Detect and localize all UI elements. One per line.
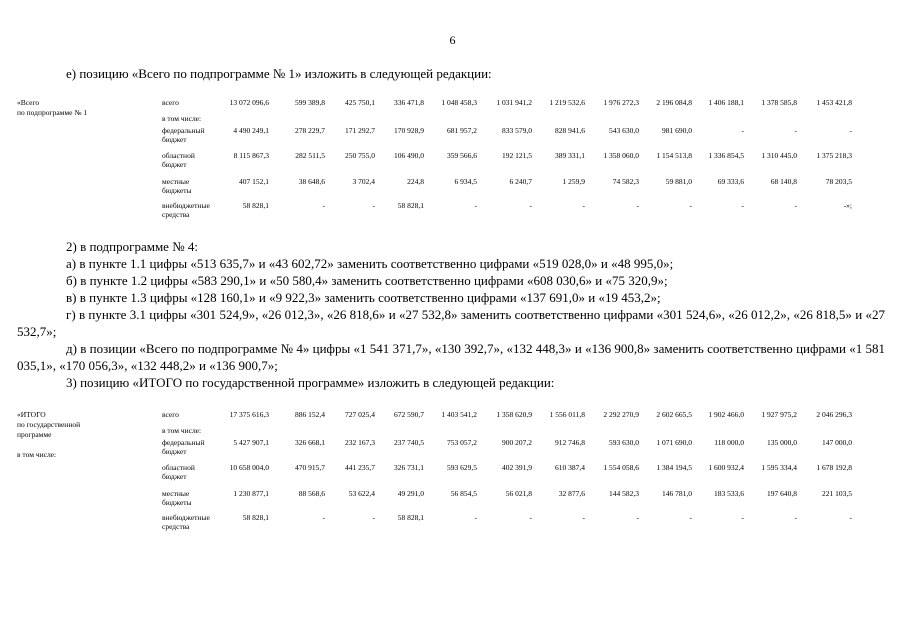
table-cell: 336 471,8 (394, 98, 424, 107)
table-cell: 59 881,0 (665, 177, 692, 186)
table-row (162, 177, 887, 197)
table-cell: 1 378 585,8 (761, 98, 797, 107)
table-cell: 2 292 270,9 (603, 410, 639, 419)
table-cell: 58 828,1 (397, 201, 424, 210)
table-cell: 1 358 620,9 (496, 410, 532, 419)
table-row (162, 489, 887, 509)
table-cell: 146 781,0 (662, 489, 692, 498)
table-cell: 192 121,5 (502, 151, 532, 160)
table-cell: 58 828,1 (397, 513, 424, 522)
table-cell: - (794, 201, 797, 210)
row-label: областной бюджет (162, 151, 195, 169)
table-cell: 135 000,0 (767, 438, 797, 447)
table-cell: 49 291,0 (397, 489, 424, 498)
item-g-text: г) в пункте 3.1 цифры «301 524,9», «26 012,3», «26 818,6» и «27 532,8» заменить соответственно цифрами «301 524,6», «26 012,2», «26 818,5» и «27 532,7»; (17, 307, 885, 339)
table-cell: 543 630,0 (609, 126, 639, 135)
table-cell: 282 511,5 (295, 151, 325, 160)
table-row (162, 201, 887, 221)
table-cell: 237 740,5 (394, 438, 424, 447)
table-cell: - (529, 201, 532, 210)
table-cell: 1 310 445,0 (761, 151, 797, 160)
row-label: внебюджетные средства (162, 513, 210, 531)
table-row (162, 463, 887, 483)
page-number: 6 (449, 33, 456, 47)
table-cell: 900 207,2 (502, 438, 532, 447)
table-cell: - (322, 201, 325, 210)
table-side-label (17, 98, 157, 118)
side-line: в том числе: (17, 450, 57, 459)
table-cell: - (741, 201, 744, 210)
row-label: всего (162, 98, 179, 107)
section-3-heading: 3) позицию «ИТОГО по государственной программе» изложить в следующей редакции: (66, 375, 555, 390)
table-cell: 1 071 690,0 (656, 438, 692, 447)
row-label: местные бюджеты (162, 177, 192, 195)
table-cell: 144 582,3 (609, 489, 639, 498)
table-cell: 1 927 975,2 (761, 410, 797, 419)
table-side-label (17, 410, 157, 460)
table-cell: - (849, 126, 852, 135)
table-cell: - (689, 201, 692, 210)
table-cell: 13 072 096,6 (229, 98, 269, 107)
table-cell: 58 828,1 (242, 513, 269, 522)
table-cell: 1 384 194,5 (656, 463, 692, 472)
table-cell: 78 203,5 (825, 177, 852, 186)
section-2-item-b: б) в пункте 1.2 цифры «583 290,1» и «50 580,4» заменить соответственно цифрами «608 030,6» и «75 320,9»; (66, 273, 668, 288)
table-cell: 610 387,4 (555, 463, 585, 472)
table-cell: 1 230 877,1 (233, 489, 269, 498)
table-cell: 1 595 334,4 (761, 463, 797, 472)
table-cell: 1 976 272,3 (603, 98, 639, 107)
side-line: программе (17, 430, 52, 439)
table-cell: 147 000,0 (822, 438, 852, 447)
table-cell: 6 240,7 (509, 177, 532, 186)
table-cell: 58 828,1 (242, 201, 269, 210)
table-cell: 197 640,8 (767, 489, 797, 498)
table-cell: 221 103,5 (822, 489, 852, 498)
table-cell: 183 533,6 (714, 489, 744, 498)
table-cell: - (474, 513, 477, 522)
table-cell: 38 648,6 (298, 177, 325, 186)
table-cell: 1 375 218,3 (816, 151, 852, 160)
table-cell: 17 375 616,3 (229, 410, 269, 419)
row-label: в том числе: (162, 114, 202, 123)
table-cell: 232 167,3 (345, 438, 375, 447)
table-cell: 1 453 421,8 (816, 98, 852, 107)
table-cell: 1 358 060,0 (603, 151, 639, 160)
table-cell: 170 928,9 (394, 126, 424, 135)
table-cell: 2 046 296,3 (816, 410, 852, 419)
table-cell: 6 934,5 (454, 177, 477, 186)
table-cell: - (849, 513, 852, 522)
table-cell: 88 568,6 (298, 489, 325, 498)
side-line: по государственной (17, 420, 81, 429)
table-cell: 1 259,9 (562, 177, 585, 186)
table-cell: - (741, 126, 744, 135)
section-2-item-d (17, 340, 885, 374)
table-cell: 171 292,7 (345, 126, 375, 135)
table-cell: 402 391,9 (502, 463, 532, 472)
table-row (162, 151, 887, 171)
table-cell: 593 629,5 (447, 463, 477, 472)
table-cell: 727 025,4 (345, 410, 375, 419)
table-cell: 1 600 932,4 (708, 463, 744, 472)
table-cell: 593 630,0 (609, 438, 639, 447)
side-line (17, 440, 157, 449)
table-cell: 470 915,7 (295, 463, 325, 472)
table-cell: 359 566,6 (447, 151, 477, 160)
table-cell: 326 731,1 (394, 463, 424, 472)
table-cell: - (794, 126, 797, 135)
table-cell: 389 331,1 (555, 151, 585, 160)
table-cell: 1 219 532,6 (549, 98, 585, 107)
table-cell: 5 427 907,1 (233, 438, 269, 447)
side-line: по подпрограмме № 1 (17, 108, 88, 117)
row-label: всего (162, 410, 179, 419)
table-cell: - (636, 513, 639, 522)
table-cell: 2 196 084,8 (656, 98, 692, 107)
table-cell: - (582, 513, 585, 522)
table-cell: 753 057,2 (447, 438, 477, 447)
table-cell: - (582, 201, 585, 210)
table-cell: - (372, 201, 375, 210)
table-cell: 828 941,6 (555, 126, 585, 135)
section-2-title: 2) в подпрограмме № 4: (66, 239, 198, 254)
table-cell: 833 579,0 (502, 126, 532, 135)
table-cell: 1 031 941,2 (496, 98, 532, 107)
table-row (162, 513, 887, 533)
table-cell: - (322, 513, 325, 522)
table-cell: 10 658 004,0 (229, 463, 269, 472)
table-cell: 886 152,4 (295, 410, 325, 419)
table-cell: 1 154 513,8 (656, 151, 692, 160)
table-cell: 68 140,8 (770, 177, 797, 186)
table-cell: 1 406 188,1 (708, 98, 744, 107)
table-cell: - (689, 513, 692, 522)
table-cell: 326 668,1 (295, 438, 325, 447)
table-cell: 224,8 (407, 177, 424, 186)
table-cell: 1 678 192,8 (816, 463, 852, 472)
table-cell: 407 152,1 (239, 177, 269, 186)
item-d-text: д) в позиции «Всего по подпрограмме № 4» цифры «1 541 371,7», «130 392,7», «132 448,3» и «136 900,8» заменить соответственно цифрами «1 581 035,1», «170 056,3», «132 448,2» и «136 900,7»; (17, 341, 885, 373)
section-2-item-a: а) в пункте 1.1 цифры «513 635,7» и «43 602,72» заменить соответственно цифрами «519 028,0» и «48 995,0»; (66, 256, 674, 271)
table-cell: 118 000,0 (714, 438, 744, 447)
table-cell: -»; (843, 201, 852, 210)
table-cell: 425 750,1 (345, 98, 375, 107)
table-cell: 32 877,6 (558, 489, 585, 498)
table-cell: - (794, 513, 797, 522)
table-cell: 1 902 466,0 (708, 410, 744, 419)
table-cell: 1 556 011,8 (549, 410, 585, 419)
table-cell: - (636, 201, 639, 210)
table-cell: 2 602 665,5 (656, 410, 692, 419)
table-cell: 1 403 541,2 (441, 410, 477, 419)
table-cell: 69 333,6 (717, 177, 744, 186)
table-cell: 278 229,7 (295, 126, 325, 135)
side-line: «ИТОГО (17, 410, 46, 419)
table-cell: - (741, 513, 744, 522)
table-cell: 3 702,4 (352, 177, 375, 186)
table-cell: 1 554 058,6 (603, 463, 639, 472)
side-line: «Всего (17, 98, 40, 107)
table-cell: 4 490 249,1 (233, 126, 269, 135)
table-cell: 56 021,8 (505, 489, 532, 498)
table-cell: - (372, 513, 375, 522)
row-label: федеральный бюджет (162, 438, 205, 456)
row-label: федеральный бюджет (162, 126, 205, 144)
table-cell: 681 957,2 (447, 126, 477, 135)
table-cell: 1 048 458,3 (441, 98, 477, 107)
table-cell: 106 490,0 (394, 151, 424, 160)
table-row (162, 126, 887, 146)
table-cell: 981 690,0 (662, 126, 692, 135)
table-cell: - (474, 201, 477, 210)
table-cell: 8 115 867,3 (233, 151, 269, 160)
row-label: областной бюджет (162, 463, 195, 481)
table-cell: 56 854,5 (450, 489, 477, 498)
table-cell: 599 389,8 (295, 98, 325, 107)
section-2-item-g (17, 306, 885, 340)
table-cell: 672 590,7 (394, 410, 424, 419)
row-label: в том числе: (162, 426, 202, 435)
table-cell: 912 746,8 (555, 438, 585, 447)
row-label: внебюджетные средства (162, 201, 210, 219)
section-2-item-v: в) в пункте 1.3 цифры «128 160,1» и «9 922,3» заменить соответственно цифрами «137 691,0» и «19 453,2»; (66, 290, 661, 305)
table-cell: 1 336 854,5 (708, 151, 744, 160)
table-cell: 250 755,0 (345, 151, 375, 160)
table-cell: 441 235,7 (345, 463, 375, 472)
table-cell: - (529, 513, 532, 522)
table-row (162, 438, 887, 458)
table-cell: 53 622,4 (348, 489, 375, 498)
section-e-heading: е) позицию «Всего по подпрограмме № 1» изложить в следующей редакции: (66, 66, 492, 81)
row-label: местные бюджеты (162, 489, 192, 507)
table-cell: 74 582,3 (612, 177, 639, 186)
